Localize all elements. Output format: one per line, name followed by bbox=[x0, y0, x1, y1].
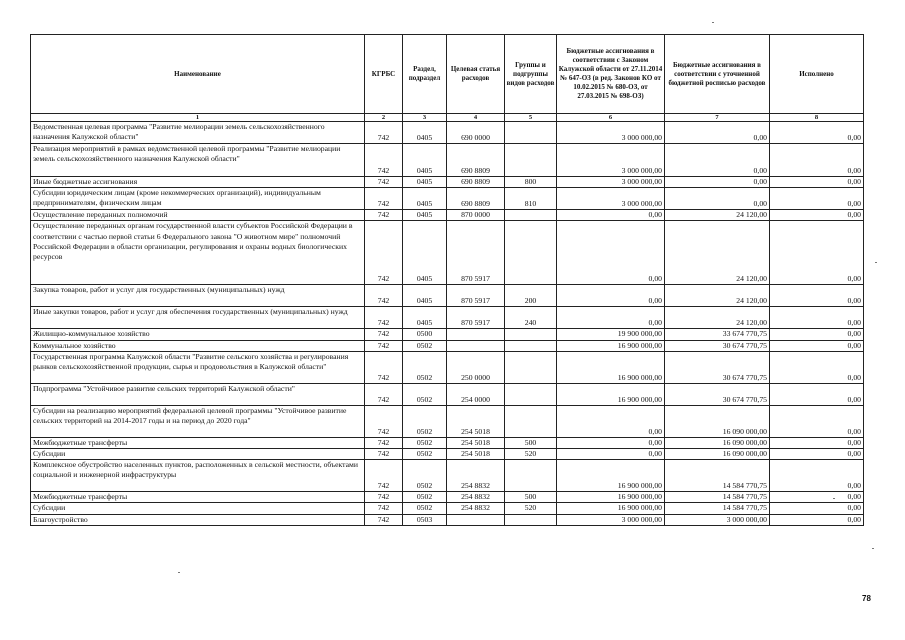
row-assigned-cell: 3 000 000,00 bbox=[557, 177, 665, 188]
row-refined-cell: 16 090 000,00 bbox=[665, 405, 770, 437]
table-row bbox=[31, 437, 864, 448]
header-section: Раздел, подраздел bbox=[403, 35, 447, 114]
row-assigned-cell: 19 900 000,00 bbox=[557, 329, 665, 340]
row-kgrbs-cell: 742 bbox=[365, 437, 403, 448]
row-refined-cell: 3 000 000,00 bbox=[665, 514, 770, 525]
row-section-cell: 0405 bbox=[403, 210, 447, 221]
table-row bbox=[31, 188, 864, 210]
row-refined-cell: 0,00 bbox=[665, 188, 770, 210]
table-row bbox=[31, 177, 864, 188]
row-target-cell: 690 8809 bbox=[447, 144, 505, 177]
budget-table bbox=[30, 34, 864, 526]
row-group-cell bbox=[505, 405, 557, 437]
row-refined-cell: 14 584 770,75 bbox=[665, 460, 770, 492]
row-executed-cell: 0,00 bbox=[770, 188, 864, 210]
row-kgrbs-cell: 742 bbox=[365, 285, 403, 307]
row-target-cell bbox=[447, 329, 505, 340]
row-group-cell bbox=[505, 122, 557, 144]
row-assigned-cell: 0,00 bbox=[557, 221, 665, 285]
row-target-cell bbox=[447, 514, 505, 525]
column-number-cell: 7 bbox=[665, 114, 770, 122]
row-target-cell: 254 8832 bbox=[447, 460, 505, 492]
row-assigned-cell: 16 900 000,00 bbox=[557, 351, 665, 383]
row-executed-cell: 0,00 bbox=[770, 514, 864, 525]
row-assigned-cell: 0,00 bbox=[557, 210, 665, 221]
header-target: Целевая статья расходов bbox=[447, 35, 505, 114]
table-row bbox=[31, 329, 864, 340]
row-executed-cell: 0,00 bbox=[770, 307, 864, 329]
row-assigned-cell: 16 900 000,00 bbox=[557, 340, 665, 351]
column-number-cell: 8 bbox=[770, 114, 864, 122]
row-name-cell: Благоустройство bbox=[31, 514, 365, 525]
header-groups: Группы и подгруппы видов расходов bbox=[505, 35, 557, 114]
page-number: 78 bbox=[862, 594, 871, 603]
row-section-cell: 0502 bbox=[403, 503, 447, 514]
scan-speck bbox=[875, 262, 877, 263]
row-executed-cell: 0,00 bbox=[770, 210, 864, 221]
row-kgrbs-cell: 742 bbox=[365, 221, 403, 285]
row-assigned-cell: 3 000 000,00 bbox=[557, 514, 665, 525]
row-refined-cell: 30 674 770,75 bbox=[665, 351, 770, 383]
table-row bbox=[31, 340, 864, 351]
row-name-cell: Подпрограмма "Устойчивое развитие сельских территорий Калужской области" bbox=[31, 383, 365, 405]
header-name: Наименование bbox=[31, 35, 365, 114]
row-refined-cell: 30 674 770,75 bbox=[665, 340, 770, 351]
row-section-cell: 0405 bbox=[403, 122, 447, 144]
header-executed: Исполнено bbox=[770, 35, 864, 114]
row-section-cell: 0405 bbox=[403, 177, 447, 188]
row-executed-cell: 0,00 bbox=[770, 144, 864, 177]
row-executed-cell: 0,00 bbox=[770, 437, 864, 448]
row-section-cell: 0502 bbox=[403, 383, 447, 405]
table-row bbox=[31, 285, 864, 307]
row-kgrbs-cell: 742 bbox=[365, 383, 403, 405]
row-kgrbs-cell: 742 bbox=[365, 188, 403, 210]
header-row bbox=[31, 35, 864, 114]
table-row bbox=[31, 144, 864, 177]
table-row bbox=[31, 221, 864, 285]
row-executed-cell: 0,00 bbox=[770, 449, 864, 460]
table-row bbox=[31, 514, 864, 525]
table-row bbox=[31, 122, 864, 144]
row-group-cell bbox=[505, 329, 557, 340]
row-section-cell: 0502 bbox=[403, 405, 447, 437]
row-group-cell bbox=[505, 460, 557, 492]
row-group-cell bbox=[505, 514, 557, 525]
row-assigned-cell: 16 900 000,00 bbox=[557, 503, 665, 514]
row-executed-cell: 0,00 bbox=[770, 221, 864, 285]
row-executed-cell: 0,00 bbox=[770, 351, 864, 383]
scan-speck bbox=[712, 22, 714, 23]
table-row bbox=[31, 383, 864, 405]
row-group-cell: 520 bbox=[505, 503, 557, 514]
row-kgrbs-cell: 742 bbox=[365, 177, 403, 188]
row-refined-cell: 24 120,00 bbox=[665, 285, 770, 307]
row-target-cell: 690 8809 bbox=[447, 177, 505, 188]
row-section-cell: 0502 bbox=[403, 437, 447, 448]
row-kgrbs-cell: 742 bbox=[365, 210, 403, 221]
row-group-cell: 800 bbox=[505, 177, 557, 188]
column-number-cell: 4 bbox=[447, 114, 505, 122]
row-section-cell: 0405 bbox=[403, 144, 447, 177]
row-refined-cell: 14 584 770,75 bbox=[665, 492, 770, 503]
column-number-cell: 1 bbox=[31, 114, 365, 122]
column-number-cell: 5 bbox=[505, 114, 557, 122]
row-executed-cell: 0,00 bbox=[770, 177, 864, 188]
row-kgrbs-cell: 742 bbox=[365, 460, 403, 492]
row-section-cell: 0502 bbox=[403, 492, 447, 503]
row-target-cell: 870 5917 bbox=[447, 221, 505, 285]
row-target-cell bbox=[447, 340, 505, 351]
row-name-cell: Осуществление переданных полномочий bbox=[31, 210, 365, 221]
row-group-cell: 810 bbox=[505, 188, 557, 210]
row-target-cell: 254 0000 bbox=[447, 383, 505, 405]
row-group-cell: 500 bbox=[505, 437, 557, 448]
row-target-cell: 690 0000 bbox=[447, 122, 505, 144]
row-refined-cell: 0,00 bbox=[665, 144, 770, 177]
row-assigned-cell: 0,00 bbox=[557, 437, 665, 448]
row-executed-cell: 0,00 bbox=[770, 405, 864, 437]
header-kgrbs: КГРБС bbox=[365, 35, 403, 114]
row-executed-cell: 0,00 bbox=[770, 122, 864, 144]
column-number-row bbox=[31, 114, 864, 122]
row-target-cell: 254 5018 bbox=[447, 405, 505, 437]
row-executed-cell: 0,00 bbox=[770, 503, 864, 514]
row-executed-cell: 0,00 bbox=[770, 329, 864, 340]
row-kgrbs-cell: 742 bbox=[365, 514, 403, 525]
row-executed-cell: 0,00 bbox=[770, 492, 864, 503]
row-section-cell: 0500 bbox=[403, 329, 447, 340]
row-name-cell: Закупка товаров, работ и услуг для государственных (муниципальных) нужд bbox=[31, 285, 365, 307]
row-assigned-cell: 16 900 000,00 bbox=[557, 383, 665, 405]
row-section-cell: 0502 bbox=[403, 449, 447, 460]
row-group-cell: 200 bbox=[505, 285, 557, 307]
row-executed-cell: 0,00 bbox=[770, 340, 864, 351]
table-row bbox=[31, 210, 864, 221]
row-kgrbs-cell: 742 bbox=[365, 405, 403, 437]
row-refined-cell: 30 674 770,75 bbox=[665, 383, 770, 405]
table-row bbox=[31, 492, 864, 503]
row-name-cell: Государственная программа Калужской области "Развитие сельского хозяйства и регулирования рынков сельскохозяйственной продукции, сырья и продовольствия в Калужской области" bbox=[31, 351, 365, 383]
row-kgrbs-cell: 742 bbox=[365, 351, 403, 383]
row-name-cell: Ведомственная целевая программа "Развитие мелиорации земель сельскохозяйственного назначения Калужской области" bbox=[31, 122, 365, 144]
row-section-cell: 0502 bbox=[403, 460, 447, 492]
row-assigned-cell: 0,00 bbox=[557, 307, 665, 329]
row-kgrbs-cell: 742 bbox=[365, 144, 403, 177]
row-kgrbs-cell: 742 bbox=[365, 340, 403, 351]
row-section-cell: 0502 bbox=[403, 340, 447, 351]
row-target-cell: 254 8832 bbox=[447, 492, 505, 503]
row-name-cell: Иные закупки товаров, работ и услуг для обеспечения государственных (муниципальных) нужд bbox=[31, 307, 365, 329]
row-kgrbs-cell: 742 bbox=[365, 503, 403, 514]
row-refined-cell: 14 584 770,75 bbox=[665, 503, 770, 514]
row-group-cell bbox=[505, 340, 557, 351]
row-refined-cell: 24 120,00 bbox=[665, 210, 770, 221]
row-section-cell: 0503 bbox=[403, 514, 447, 525]
row-refined-cell: 24 120,00 bbox=[665, 307, 770, 329]
column-number-cell: 3 bbox=[403, 114, 447, 122]
row-group-cell: 520 bbox=[505, 449, 557, 460]
scan-speck bbox=[872, 548, 874, 549]
scan-speck bbox=[178, 572, 180, 573]
row-assigned-cell: 0,00 bbox=[557, 405, 665, 437]
row-target-cell: 254 8832 bbox=[447, 503, 505, 514]
row-group-cell: 500 bbox=[505, 492, 557, 503]
row-assigned-cell: 16 900 000,00 bbox=[557, 492, 665, 503]
row-executed-cell: 0,00 bbox=[770, 383, 864, 405]
row-target-cell: 870 0000 bbox=[447, 210, 505, 221]
row-target-cell: 250 0000 bbox=[447, 351, 505, 383]
row-name-cell: Коммунальное хозяйство bbox=[31, 340, 365, 351]
row-target-cell: 254 5018 bbox=[447, 449, 505, 460]
row-refined-cell: 16 090 000,00 bbox=[665, 437, 770, 448]
row-group-cell bbox=[505, 221, 557, 285]
row-refined-cell: 0,00 bbox=[665, 177, 770, 188]
row-assigned-cell: 0,00 bbox=[557, 449, 665, 460]
row-kgrbs-cell: 742 bbox=[365, 329, 403, 340]
row-name-cell: Осуществление переданных органам государственной власти субъектов Российской Федерации в соответствии с частью первой статьи 6 Федерального закона "О животном мире" полномочий Российской Федерации в области организации, регулирования и охраны водных биологических ресурсов bbox=[31, 221, 365, 285]
table-row bbox=[31, 405, 864, 437]
table-row bbox=[31, 503, 864, 514]
column-number-cell: 2 bbox=[365, 114, 403, 122]
row-section-cell: 0405 bbox=[403, 285, 447, 307]
row-assigned-cell: 3 000 000,00 bbox=[557, 188, 665, 210]
row-group-cell bbox=[505, 210, 557, 221]
row-group-cell bbox=[505, 383, 557, 405]
row-section-cell: 0405 bbox=[403, 307, 447, 329]
row-target-cell: 870 5917 bbox=[447, 307, 505, 329]
table-row bbox=[31, 351, 864, 383]
table-row bbox=[31, 449, 864, 460]
row-assigned-cell: 16 900 000,00 bbox=[557, 460, 665, 492]
row-target-cell: 690 8809 bbox=[447, 188, 505, 210]
row-group-cell bbox=[505, 144, 557, 177]
row-name-cell: Межбюджетные трансферты bbox=[31, 437, 365, 448]
row-assigned-cell: 3 000 000,00 bbox=[557, 122, 665, 144]
row-name-cell: Реализация мероприятий в рамках ведомственной целевой программы "Развитие мелиорации земель сельскохозяйственного назначения Калужской области" bbox=[31, 144, 365, 177]
row-group-cell: 240 bbox=[505, 307, 557, 329]
header-assigned: Бюджетные ассигнования в соответствии с Законом Калужской области от 27.11.2014 № 647-ОЗ (в ред. Законов КО от 10.02.2015 № 680-ОЗ, от 27.03.2015 № 698-ОЗ) bbox=[557, 35, 665, 114]
row-name-cell: Межбюджетные трансферты bbox=[31, 492, 365, 503]
table-row bbox=[31, 460, 864, 492]
row-kgrbs-cell: 742 bbox=[365, 449, 403, 460]
row-name-cell: Жилищно-коммунальное хозяйство bbox=[31, 329, 365, 340]
row-target-cell: 254 5018 bbox=[447, 437, 505, 448]
row-executed-cell: 0,00 bbox=[770, 460, 864, 492]
row-name-cell: Комплексное обустройство населенных пунктов, расположенных в сельской местности, объектами социальной и инженерной инфраструктуры bbox=[31, 460, 365, 492]
row-executed-cell: 0,00 bbox=[770, 285, 864, 307]
row-assigned-cell: 0,00 bbox=[557, 285, 665, 307]
row-refined-cell: 33 674 770,75 bbox=[665, 329, 770, 340]
row-group-cell bbox=[505, 351, 557, 383]
header-refined: Бюджетные ассигнования в соответствии с уточненной бюджетной росписью расходов bbox=[665, 35, 770, 114]
row-target-cell: 870 5917 bbox=[447, 285, 505, 307]
table-body bbox=[31, 122, 864, 526]
row-kgrbs-cell: 742 bbox=[365, 492, 403, 503]
row-name-cell: Субсидии bbox=[31, 503, 365, 514]
row-kgrbs-cell: 742 bbox=[365, 307, 403, 329]
row-refined-cell: 16 090 000,00 bbox=[665, 449, 770, 460]
scan-speck bbox=[833, 498, 835, 499]
row-name-cell: Субсидии на реализацию мероприятий федеральной целевой программы "Устойчивое развитие сельских территорий на 2014-2017 годы и на период до 2020 года" bbox=[31, 405, 365, 437]
row-section-cell: 0502 bbox=[403, 351, 447, 383]
row-assigned-cell: 3 000 000,00 bbox=[557, 144, 665, 177]
row-section-cell: 0405 bbox=[403, 188, 447, 210]
table-row bbox=[31, 307, 864, 329]
row-refined-cell: 24 120,00 bbox=[665, 221, 770, 285]
column-number-cell: 6 bbox=[557, 114, 665, 122]
row-name-cell: Субсидии юридическим лицам (кроме некоммерческих организаций), индивидуальным предпринимателям, физическим лицам bbox=[31, 188, 365, 210]
row-section-cell: 0405 bbox=[403, 221, 447, 285]
row-refined-cell: 0,00 bbox=[665, 122, 770, 144]
row-kgrbs-cell: 742 bbox=[365, 122, 403, 144]
row-name-cell: Иные бюджетные ассигнования bbox=[31, 177, 365, 188]
row-name-cell: Субсидии bbox=[31, 449, 365, 460]
